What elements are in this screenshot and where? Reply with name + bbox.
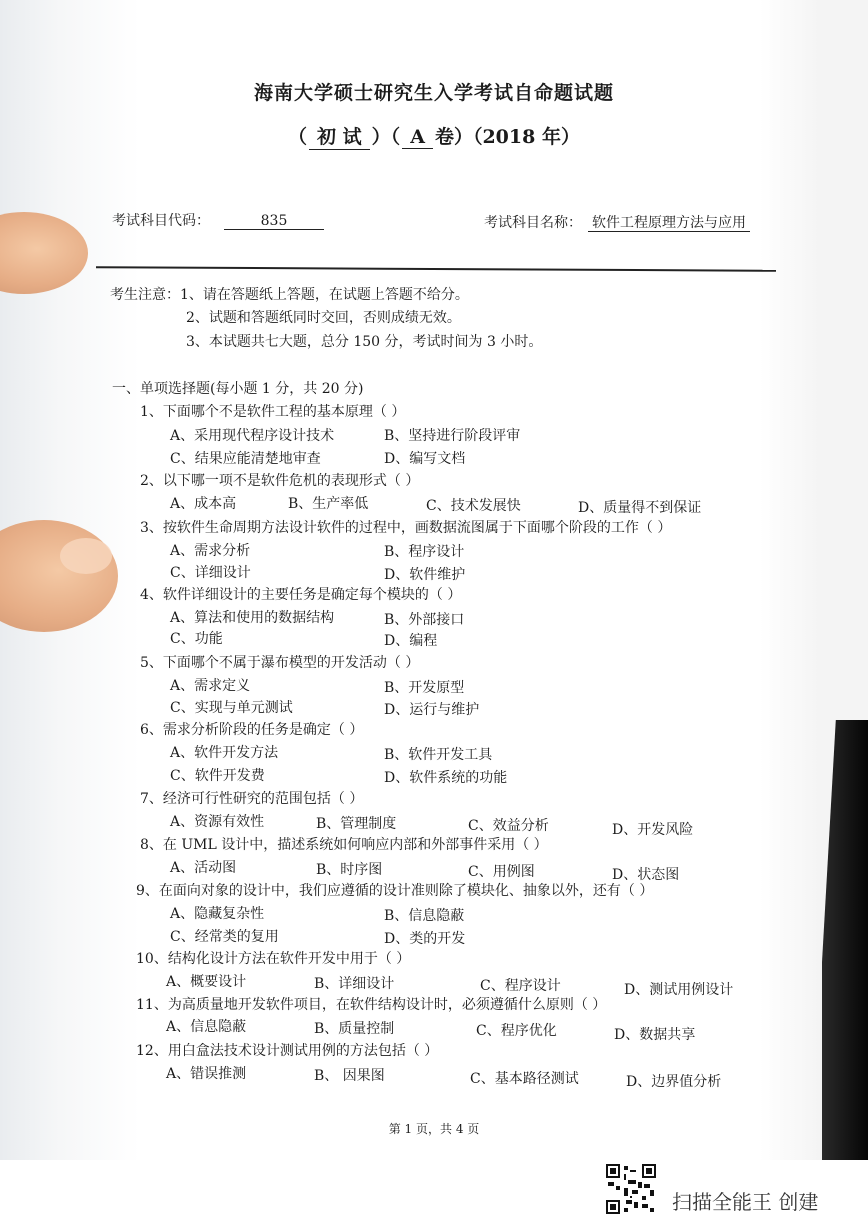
option: B、信息隐蔽 [384, 908, 465, 924]
option: A、资源有效性 [170, 814, 265, 830]
subject-name-line [484, 212, 750, 232]
section-heading: 一、单项选择题(每小题 1 分，共 20 分) [112, 381, 364, 397]
option: C、程序优化 [476, 1023, 557, 1039]
option: C、技术发展快 [426, 498, 521, 514]
exam-type: 初 试 [309, 122, 370, 150]
option: D、数据共享 [614, 1027, 696, 1043]
option: C、经常类的复用 [170, 929, 279, 945]
exam-subtitle: （ 初 试 ）（ A 卷）（2018 年） [0, 122, 868, 150]
option: D、软件系统的功能 [384, 770, 508, 786]
qr-code-icon [606, 1164, 656, 1214]
exam-year: （2018 年） [472, 126, 580, 148]
paper-type: A [402, 126, 433, 149]
option: A、算法和使用的数据结构 [170, 610, 335, 626]
question-stem: 6、需求分析阶段的任务是确定（ ） [140, 722, 364, 738]
option: D、边界值分析 [626, 1074, 722, 1090]
option: A、活动图 [170, 860, 237, 876]
option: B、时序图 [316, 862, 383, 878]
question-stem: 10、结构化设计方法在软件开发中用于（ ） [136, 951, 411, 967]
option: A、概要设计 [166, 974, 247, 990]
notice-2: 2、试题和答题纸同时交回，否则成绩无效。 [186, 310, 461, 326]
exam-title: 海南大学硕士研究生入学考试自命题试题 [253, 82, 614, 104]
option: B、外部接口 [384, 612, 465, 628]
option: A、信息隐蔽 [166, 1019, 247, 1035]
subject-code-line [112, 210, 324, 230]
option: C、详细设计 [170, 565, 251, 581]
option: C、软件开发费 [170, 768, 265, 784]
option: D、类的开发 [384, 931, 466, 947]
option: A、隐藏复杂性 [170, 906, 265, 922]
option: A、成本高 [170, 496, 237, 512]
option: B、程序设计 [384, 544, 465, 560]
option: A、错误推测 [166, 1066, 247, 1082]
option: D、编写文档 [384, 451, 466, 467]
option: B、坚持进行阶段评审 [384, 428, 521, 444]
option: B、 因果图 [314, 1068, 385, 1084]
question-stem: 3、按软件生命周期方法设计软件的过程中，画数据流图属于下面哪个阶段的工作（ ） [140, 520, 672, 536]
question-stem: 5、下面哪个不属于瀑布模型的开发活动（ ） [140, 655, 420, 671]
notice-1: 考生注意：1、请在答题纸上答题，在试题上答题不给分。 [110, 287, 469, 303]
option: A、需求分析 [170, 543, 251, 559]
scanner-watermark: 扫描全能王 创建 [672, 1190, 819, 1214]
option: B、软件开发工具 [384, 747, 493, 763]
option: C、结果应能清楚地审查 [170, 451, 321, 467]
question-stem: 8、在 UML 设计中，描述系统如何响应内部和外部事件采用（ ） [140, 837, 548, 853]
subject-code: 835 [224, 213, 324, 230]
question-stem: 7、经济可行性研究的范围包括（ ） [140, 791, 364, 807]
notice-3: 3、本试题共七大题，总分 150 分，考试时间为 3 小时。 [186, 334, 543, 350]
subject-name-label: 考试科目名称： [484, 215, 582, 231]
question-stem: 11、为高质量地开发软件项目，在软件结构设计时，必须遵循什么原则（ ） [136, 997, 607, 1013]
option: D、质量得不到保证 [578, 500, 702, 516]
option: C、功能 [170, 631, 223, 647]
question-stem: 12、用白盒法技术设计测试用例的方法包括（ ） [136, 1043, 439, 1059]
question-stem: 9、在面向对象的设计中，我们应遵循的设计准则除了模块化、抽象以外，还有（ ） [136, 883, 654, 899]
option: B、生产率低 [288, 496, 369, 512]
option: A、需求定义 [170, 678, 251, 694]
option: C、程序设计 [480, 978, 561, 994]
question-stem: 4、软件详细设计的主要任务是确定每个模块的（ ） [140, 587, 462, 603]
question-stem: 1、下面哪个不是软件工程的基本原理（ ） [140, 404, 406, 420]
fingernail [60, 538, 112, 574]
option: B、质量控制 [314, 1021, 395, 1037]
option: C、效益分析 [468, 818, 549, 834]
option: D、状态图 [612, 867, 680, 883]
option: A、采用现代程序设计技术 [170, 428, 335, 444]
page-number: 第 1 页，共 4 页 [388, 1122, 480, 1136]
option: B、管理制度 [316, 816, 397, 832]
subject-code-label: 考试科目代码： [112, 213, 210, 229]
option: D、测试用例设计 [624, 982, 734, 998]
option: C、用例图 [468, 864, 535, 880]
option: D、运行与维护 [384, 702, 480, 718]
option: B、开发原型 [384, 680, 465, 696]
option: D、开发风险 [612, 822, 694, 838]
option: B、详细设计 [314, 976, 395, 992]
option: D、软件维护 [384, 567, 466, 583]
subject-name: 软件工程原理方法与应用 [588, 215, 750, 232]
option: A、软件开发方法 [170, 745, 279, 761]
question-stem: 2、以下哪一项不是软件危机的表现形式（ ） [140, 473, 420, 489]
option: C、基本路径测试 [470, 1071, 579, 1087]
option: D、编程 [384, 633, 438, 649]
option: C、实现与单元测试 [170, 700, 293, 716]
